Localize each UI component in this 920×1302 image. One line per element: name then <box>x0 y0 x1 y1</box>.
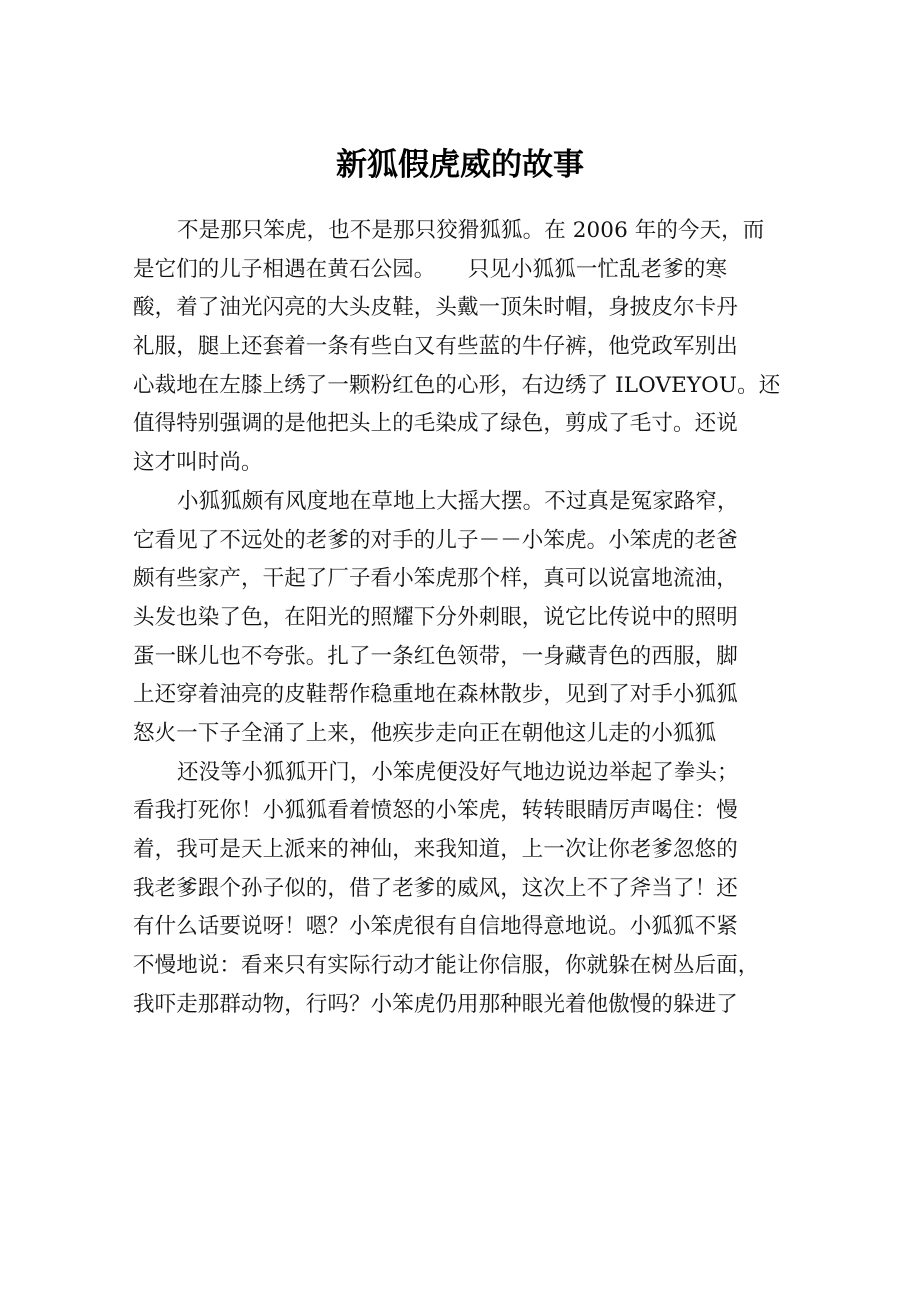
text-line: 颇有些家产，干起了厂子看小笨虎那个样，真可以说富地流油， <box>133 566 738 592</box>
text-line: 我吓走那群动物，行吗？小笨虎仍用那种眼光着他傲慢的躲进了 <box>133 991 738 1017</box>
text-line: 头发也染了色，在阳光的照耀下分外刺眼，说它比传说中的照明 <box>133 604 738 630</box>
text-line: 不慢地说：看来只有实际行动才能让你信服，你就躲在树丛后面， <box>133 953 760 979</box>
text-line: 它看见了不远处的老爹的对手的儿子－－小笨虎。小笨虎的老爸 <box>133 527 738 553</box>
text-line: 还没等小狐狐开门，小笨虎便没好气地边说边举起了拳头； <box>177 759 739 785</box>
text-line: 值得特别强调的是他把头上的毛染成了绿色，剪成了毛寸。还说 <box>133 411 738 437</box>
document-title: 新狐假虎威的故事 <box>336 147 584 183</box>
document-body <box>133 212 793 1024</box>
text-line: 是它们的儿子相遇在黄石公园。 只见小狐狐一忙乱老爹的寒 <box>133 256 728 282</box>
text-line: 酸，着了油光闪亮的大头皮鞋，头戴一顶朱时帽，身披皮尔卡丹 <box>133 295 738 321</box>
text-line: 小狐狐颇有风度地在草地上大摇大摆。不过真是冤家路窄， <box>177 488 739 514</box>
text-line: 这才叫时尚。 <box>133 450 263 476</box>
text-line: 心裁地在左膝上绣了一颗粉红色的心形，右边绣了 ILOVEYOU。还 <box>133 372 781 398</box>
text-line: 上还穿着油亮的皮鞋帮作稳重地在森林散步，见到了对手小狐狐 <box>133 682 738 708</box>
text-line: 蛋一眯儿也不夸张。扎了一条红色领带，一身藏青色的西服，脚 <box>133 643 738 669</box>
text-line: 怒火一下子全涌了上来，他疾步走向正在朝他这儿走的小狐狐 <box>133 720 717 746</box>
text-line: 我老爹跟个孙子似的，借了老爹的威风，这次上不了斧当了！还 <box>133 875 738 901</box>
text-line: 有什么话要说呀！嗯？小笨虎很有自信地得意地说。小狐狐不紧 <box>133 914 738 940</box>
text-line: 看我打死你！小狐狐看着愤怒的小笨虎，转转眼睛厉声喝住：慢 <box>133 798 738 824</box>
text-line: 不是那只笨虎，也不是那只狡猾狐狐。在 2006 年的今天，而 <box>177 218 765 243</box>
text-line: 礼服，腿上还套着一条有些白又有些蓝的牛仔裤，他党政军别出 <box>133 334 738 360</box>
text-line: 着，我可是天上派来的神仙，来我知道，上一次让你老爹忽悠的 <box>133 837 738 862</box>
